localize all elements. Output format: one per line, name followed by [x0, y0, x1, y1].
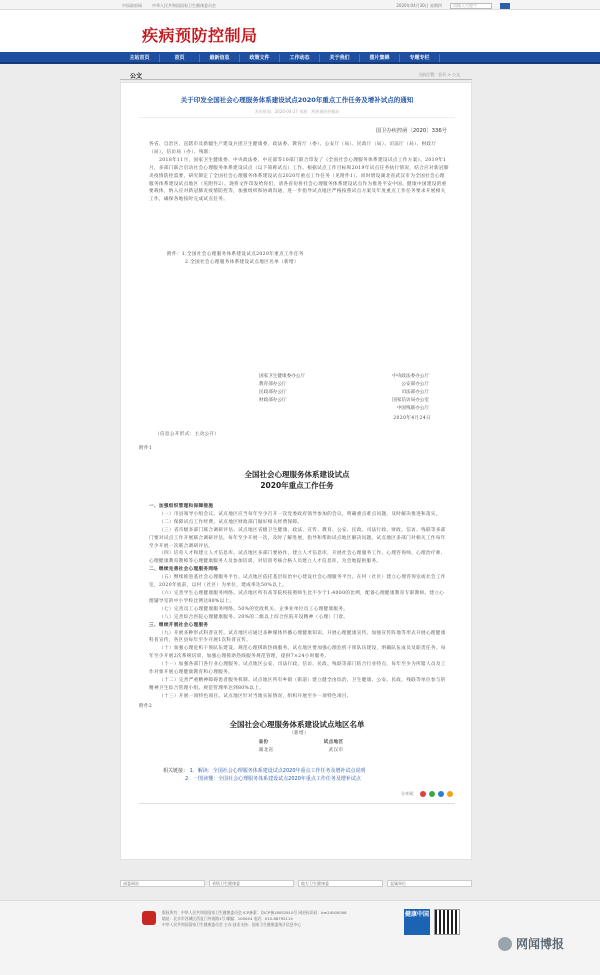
main-nav [0, 52, 600, 64]
signer-name: 中央政法委办公厅 [392, 374, 429, 379]
top-links [122, 3, 216, 9]
nav-item-5[interactable]: 关于我们 [320, 54, 360, 62]
related-links [163, 767, 443, 783]
signer-name: 教育部办公厅 [259, 381, 287, 387]
share-label: 分享到： [401, 791, 417, 796]
annex2-label: 附件2 [139, 704, 153, 709]
annex1-label: 附件1 [139, 446, 153, 451]
link-select-1[interactable]: 省级卫生健康委 [209, 880, 294, 887]
table-cell: 省份 [258, 740, 269, 745]
related-link-2[interactable]: 2．一图读懂：全国社会心理服务体系建设试点2020年重点工作任务及增补试点 [185, 776, 361, 782]
footer-info [162, 910, 402, 928]
signer-row [259, 405, 429, 413]
footer-emblem-icon [142, 911, 156, 925]
nav-item-6[interactable]: 图片集锦 [360, 54, 400, 62]
task-item: （一）市县领导小组会议。试点地区应当每年至少召开一次党委政府领导参加的会议，明确重点难点问题，及时解决推进和落实。 [159, 511, 441, 517]
nav-item-0[interactable]: 主站首页 [120, 54, 160, 62]
article-body [149, 141, 449, 204]
top-utility-bar [0, 0, 600, 10]
top-right [396, 3, 510, 9]
disclosure-note: （信息公开形式：主动公开） [155, 432, 220, 437]
signatories [259, 373, 429, 413]
article-bottom-rule [139, 803, 455, 813]
task-item: （六）完善学生心理健康服务网络。试点地区所有高等院校按照师生比不少于1:4000的比例，配备心理健康教育专职教师。建立心理辅导室的中小学校比例达80%以上。 [149, 590, 445, 604]
signer-name: 民政部办公厅 [259, 389, 287, 395]
task-item: （四）培育人才和建立人才信息库。试点地区多部门要协作，建立人才信息库，开展社会心理服务工作。心理咨询师、心理治疗师、心理健康教育教师等心理健康服务人员参加培训，对培训考核合格人员建立人才信息库，为会地提供服务。 [149, 551, 446, 565]
nav-item-3[interactable]: 政策文件 [240, 54, 280, 62]
table-header-row [231, 739, 371, 747]
link-select-3[interactable]: 直属单位 [387, 880, 472, 887]
annex2-title: 全国社会心理服务体系建设试点地区名单 [229, 720, 365, 729]
tasks-body [149, 503, 449, 701]
qr-code-icon [434, 909, 460, 935]
article-panel [120, 82, 472, 860]
task-item: （二）保障试点工作经费。试点地区财政部门做好相关经费保障。 [159, 519, 303, 525]
annex1-title [121, 469, 473, 491]
more-share-icon[interactable] [447, 791, 453, 797]
task-item: （三）省市级多部门联合调研评估。试点地区省级卫生健康、政法、宣传、教育、公安、民政、司法行政、财政、信访、残联等多部门要对试点工作开展联合调研评估，每年至少开展一次，及时了解进展，指导和帮助试点地区解决问题。试点地区多部门对相关工作每年至少开展一次联合调研评估。 [149, 527, 446, 549]
link-select-2[interactable]: 地方卫生健康委 [298, 880, 383, 887]
watermark-text: 网闻博报 [516, 937, 565, 951]
table-row [231, 747, 371, 755]
annex1-title-line1: 全国社会心理服务体系建设试点 [244, 470, 350, 479]
link-select-0[interactable]: 部委网站 [120, 880, 205, 887]
section-heading: 二、继续完善社会心理服务网络 [149, 567, 219, 573]
section-heading: 一、加强组织管理和保障措施 [149, 504, 214, 509]
signer-row [259, 389, 429, 397]
watermark [498, 935, 564, 952]
site-title[interactable]: 疾病预防控制局 [142, 26, 258, 45]
signer-row [259, 381, 429, 389]
watermark-logo-icon [498, 937, 512, 951]
signer-name: 财政部办公厅 [259, 397, 287, 403]
nav-item-7[interactable]: 专题专栏 [400, 54, 440, 62]
annex1-title-line2: 2020年重点工作任务 [260, 481, 334, 490]
signer-name: 公安部办公厅 [401, 381, 429, 387]
document-number: 国卫办疾控函〔2020〕336号 [375, 128, 447, 134]
attachment-2: 2.全国社会心理服务体系建设试点地区名单（新增） [185, 259, 299, 265]
footer-line-1: 版权所有：中华人民共和国国家卫生健康委员会 ICP备案：京ICP备18052910号 网站标识码：bm24000006 [162, 910, 347, 915]
wechat-icon[interactable] [429, 791, 435, 797]
task-item: （十）加强心理危机干预队伍建设。规范心理援助热线服务。试点地区要加强心理危机干预队伍建设，明确队伍成员及职责任务。每年至少开展2次系统培训，加强心理援助热线服务规范管理，提供7×24小时服务。 [149, 646, 446, 660]
region-table [231, 739, 371, 755]
search-button[interactable] [500, 3, 510, 9]
task-item: （十一）加强各部门各行业心理服务。试点地区公安、司法行政、信访、民政、残联等部门结合行业特点，每年至少为所辖人员及工作对象开展心理健康教育和心理服务。 [149, 662, 446, 676]
article-meta: 发布时间：2020-04-27 来源：疾病预防控制局 [254, 109, 340, 114]
table-cell: 试点地区 [323, 740, 344, 745]
task-item: （九）开展多种形式科普宣传。试点地区应通过多种媒体传播心理健康知识，开展心理健康宣传。加强宣传阵地等形式开展心理健康科普宣传，各区县每年至少开展1次科普宣传。 [149, 630, 446, 644]
search-input[interactable]: 请输入关键字 [450, 3, 492, 9]
attach-label: 附件： [167, 252, 182, 257]
healthy-china-badge[interactable]: 健康中国 [404, 909, 430, 935]
signer-name: 司法部办公厅 [401, 389, 429, 395]
table-cell: 湖北省 [258, 747, 274, 753]
related-link-1[interactable]: 1．解读：全国社会心理服务体系建设试点2020年重点工作任务及增补试点说明 [189, 768, 366, 774]
attachment-1: 1.全国社会心理服务体系建设试点2020年重点工作任务 [181, 252, 304, 257]
nav-item-2[interactable]: 最新信息 [200, 54, 240, 62]
section-name: 公文 [130, 73, 143, 80]
qzone-icon[interactable] [438, 791, 444, 797]
site-header [0, 10, 600, 52]
sign-date: 2020年4月24日 [393, 416, 431, 421]
footer-link-selects [120, 880, 472, 892]
annex2-subtitle: （新增） [289, 731, 309, 736]
table-cell: 武汉市 [328, 747, 344, 753]
nav-item-1[interactable]: 首页 [160, 54, 200, 62]
task-item: （十二）完善严重精神障碍患者服务机制。试点地区所有乡镇（街道）建立健全由综治、卫生健康、公安、民政、残联等单位参与的精神卫生综合管理小组。规范管理率达到80%以上。 [149, 677, 446, 691]
task-item: （八）完善综合医院心理健康服务。20%的二级以上综合医院开设精神（心理）门诊。 [159, 614, 349, 620]
signer-row [259, 373, 429, 381]
breadcrumb[interactable]: 当前位置：首页 > 公文 [418, 72, 460, 77]
paragraph-main: 2018年11月，国家卫生健康委、中央政法委、中宣部等10部门联合印发了《全国社会心理服务体系建设试点工作方案》。2019年1月，多部门联合启动社会心理服务体系建设试点（以下简称试点）工作。根据试点工作目标和2019年试点任务执行情况，结合应对新冠肺炎疫情防控需要，研究制定了全国社会心理服务体系建设试点2020年重点工作任务（见附件1），同时增设湖北省武汉市为全国社会心理服务体系建设试点地区（见附件2）。现将文件印发给你们，请各省份将社会心理服务体系建设试点作为推进平安中国、健康中国建设的重要载体，纳入应对新冠肺炎疫情防控等，加强组织和协调沟通，进一步指导试点地区严格按照试点方案及年度重点工作任务要求开展相关工作，确保各地按时完成试点任务。 [149, 157, 449, 203]
signer-name: 国家信访局办公室 [392, 397, 429, 403]
footer-line-2: 地址：北京市西城区西直门外南路1号 邮编：100044 电话：010-68792114 [162, 916, 293, 921]
related-label: 相关链接： [163, 768, 189, 774]
current-date: 2020年04月30日 星期四 [396, 3, 442, 8]
signer-name: 国家卫生健康委办公厅 [259, 374, 305, 379]
attachments-block [167, 251, 427, 267]
salutation: 各省、自治区、直辖市及新疆生产建设兵团卫生健康委、政法委、教育厅（委）、公安厅（局）、民政厅（局）、司法厅（局）、财政厅（局）、信访局（办）、残联： [149, 142, 437, 155]
divider [139, 117, 455, 118]
nav-item-4[interactable]: 工作动态 [280, 54, 320, 62]
article-title: 关于印发全国社会心理服务体系建设试点2020年重点工作任务及增补试点的通知 [180, 96, 414, 104]
top-link-gov[interactable]: 中国政府网 [122, 3, 142, 8]
task-item: （七）完善员工心理健康服务网络。50%的党政机关、企事业单位员工心理健康服务。 [159, 606, 349, 612]
task-item: （五）继续推进基社会心理服务平台。试点地区依托基层综治中心建设社会心理服务平台。在村（社区）建立心理咨询室或社会工作室，2020年底前，以村（社区）为单位，建成率达50%以上。 [149, 575, 446, 589]
task-item: （十三）开展一项特色项目。试点地区针对当地实际情况，组织开展至少一项特色项目。 [159, 693, 352, 699]
signer-row [259, 397, 429, 405]
footer-line-3: 中华人民共和国国家卫生健康委员会 主办 技术支持：国家卫生健康委统计信息中心 [162, 922, 302, 927]
signer-name: 中国残联办公厅 [396, 405, 429, 411]
top-link-nhc[interactable]: 中华人民共和国国家卫生健康委员会 [152, 3, 216, 8]
weibo-icon[interactable] [420, 791, 426, 797]
section-heading: 三、继续开展社会心理服务 [149, 622, 209, 628]
share-bar [401, 791, 453, 797]
section-header [120, 70, 472, 80]
